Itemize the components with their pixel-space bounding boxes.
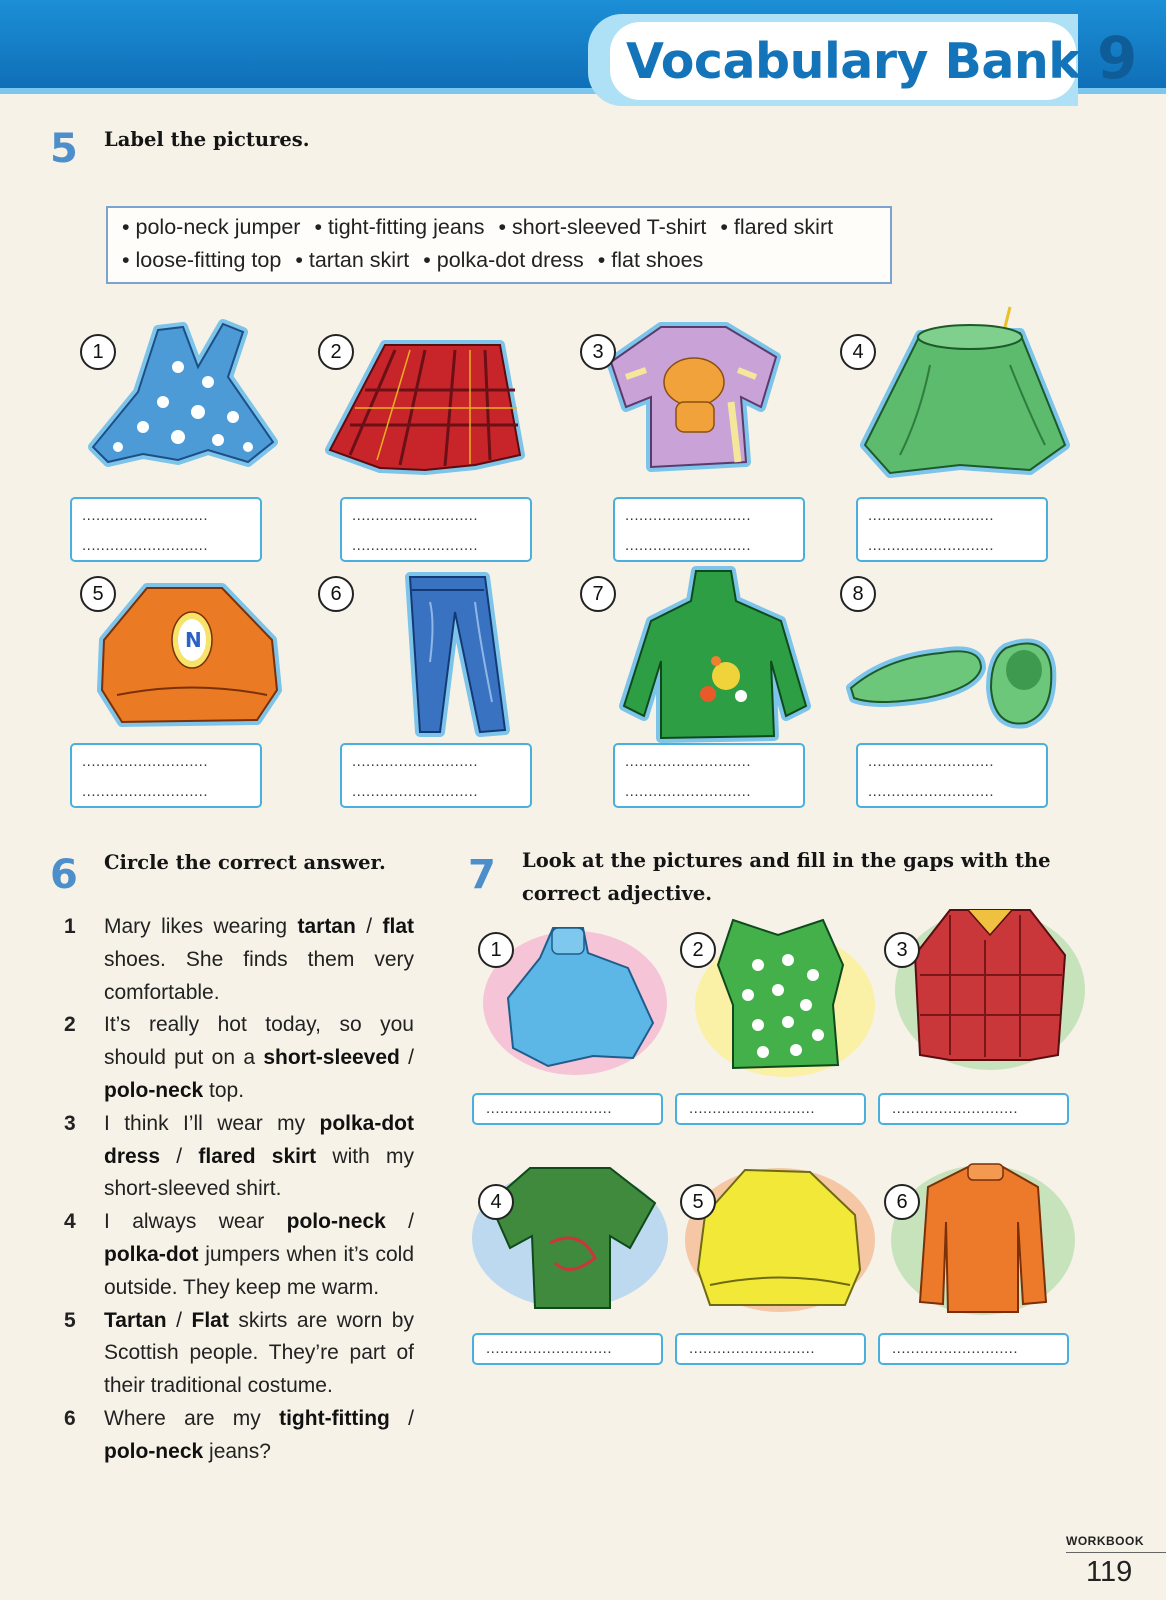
sentence-fragment: / [166,1308,192,1332]
answer-box-5-6[interactable]: ........................... ........................... [340,743,532,808]
answer-box-5-2[interactable]: ........................... ........................... [340,497,532,562]
exercise-6-item-text [104,1009,414,1107]
footer-divider [1066,1552,1166,1553]
footer-label: WORKBOOK [1066,1534,1144,1548]
sentence-fragment: jumpers when it’s cold outside. They keep me warm. [104,1242,414,1299]
page-title-text: Vocabulary Bank [626,33,1081,90]
answer-box-7-1[interactable]: ........................... [472,1093,663,1125]
exercise-6-item [64,1403,414,1469]
answer-option[interactable]: Tartan [104,1308,167,1332]
sentence-fragment: / [355,915,383,938]
answer-box-5-4[interactable]: ........................... ........................... [856,497,1048,562]
red-tartan-shirt-illustration [890,895,1090,1080]
exercise-6-item-number: 2 [64,1013,76,1037]
word-item: • flat shoes [597,248,704,272]
exercise-6-item-text [104,1108,414,1206]
exercise-7-instruction-line-2: correct adjective. [522,882,713,905]
sentence-fragment: Where are my [104,1406,280,1430]
short-sleeved-t-shirt-illustration [606,322,786,472]
word-item: • tartan skirt [295,248,410,272]
flared-skirt-illustration [860,305,1080,485]
item-number-8: 8 [840,576,876,612]
ex7-item-number-1: 1 [478,932,514,968]
exercise-6-item-text [104,1305,414,1403]
exercise-6-item [64,1108,414,1206]
orange-jumper-illustration [888,1152,1088,1322]
polo-neck-jumper-illustration [616,566,816,746]
item-number-6: 6 [318,576,354,612]
ex7-item-number-6: 6 [884,1184,920,1220]
answer-option[interactable]: flared skirt [198,1144,317,1168]
word-item: • loose-fitting top [122,248,282,272]
sentence-fragment: with my short-sleeved shirt. [104,1144,414,1201]
answer-option[interactable]: polo-neck [104,1439,204,1463]
answer-option[interactable]: tight-fitting [279,1406,390,1430]
sentence-fragment: / [389,1406,415,1430]
sentence-fragment: / [385,1210,415,1234]
answer-option[interactable]: polka-dot dress [104,1111,414,1168]
polka-dot-dress-illustration [88,322,288,470]
answer-box-5-5[interactable]: ........................... ........................... [70,743,262,808]
answer-option[interactable]: flat [382,915,414,938]
word-box-row-1 [122,211,876,244]
flat-shoes-illustration [846,628,1068,743]
answer-option[interactable]: tartan [297,915,356,938]
green-polka-dot-top-illustration [688,910,883,1085]
sentence-fragment: top. [203,1078,245,1102]
exercise-6-item [64,1305,414,1403]
exercise-6-item-number: 1 [64,915,76,938]
answer-option[interactable]: short-sleeved [263,1046,400,1070]
answer-box-5-3[interactable]: ........................... ........................... [613,497,805,562]
word-item: • tight-fitting jeans [314,215,485,239]
sentence-fragment: I think I’ll wear my [104,1111,320,1135]
sentence-fragment: jeans? [203,1439,271,1463]
word-item: • polka-dot dress [423,248,584,272]
yellow-loose-top-illustration [680,1160,880,1320]
exercise-6-item-number: 3 [64,1111,76,1135]
word-box [106,206,892,284]
answer-box-5-1[interactable]: ........................... ........................... [70,497,262,562]
exercise-6-number: 6 [50,852,78,898]
page-title [626,24,1137,92]
exercise-6-item [64,1206,414,1304]
answer-box-7-2[interactable]: ........................... [675,1093,866,1125]
unit-number: 9 [1096,24,1137,92]
page-number: 119 [1086,1556,1133,1588]
item-number-1: 1 [80,334,116,370]
sentence-fragment: skirts are worn by Scottish people. They’re part of their traditional costume. [104,1308,414,1398]
exercise-6-item [64,1009,414,1107]
word-item: • short-sleeved T-shirt [498,215,707,239]
exercise-6-item-number: 4 [64,1210,76,1234]
exercise-6-item-text [104,1403,414,1469]
item-number-4: 4 [840,334,876,370]
sentence-fragment: / [399,1046,415,1070]
exercise-6-item-text [104,1206,414,1304]
sentence-fragment: Mary likes wearing [104,915,298,938]
item-number-5: 5 [80,576,116,612]
exercise-6-item-text [104,911,414,1009]
loose-fitting-top-illustration [92,580,287,730]
sentence-fragment: It’s really hot today, so you should put on a [104,1013,414,1070]
answer-option[interactable]: polka-dot [104,1242,199,1266]
exercise-6-item-number: 6 [64,1406,76,1430]
answer-box-5-7[interactable]: ........................... ........................... [613,743,805,808]
exercise-6-item [64,911,414,1009]
ex7-item-number-4: 4 [478,1184,514,1220]
word-box-row-2 [122,244,876,277]
sentence-fragment: / [160,1144,199,1168]
answer-box-7-6[interactable]: ........................... [878,1333,1069,1365]
exercise-5-instruction: Label the pictures. [104,128,310,151]
tartan-skirt-illustration [325,330,530,480]
exercise-6-list [64,911,414,1469]
answer-box-7-5[interactable]: ........................... [675,1333,866,1365]
answer-box-7-4[interactable]: ........................... [472,1333,663,1365]
answer-box-5-8[interactable]: ........................... ........................... [856,743,1048,808]
exercise-7-instruction-line-1: Look at the pictures and fill in the gaps with the [522,849,1051,872]
word-item: • polo-neck jumper [122,215,301,239]
item-number-2: 2 [318,334,354,370]
exercise-5-number: 5 [50,126,78,172]
ex7-item-number-5: 5 [680,1184,716,1220]
exercise-6-instruction: Circle the correct answer. [104,851,386,874]
svg-text:N: N [185,628,202,652]
green-t-shirt-illustration [470,1158,675,1318]
sentence-fragment: I always wear [104,1210,287,1234]
answer-option[interactable]: Flat [191,1308,229,1332]
tight-fitting-jeans-illustration [400,572,518,740]
sentence-fragment: shoes. She finds them very comfortable. [104,947,414,1004]
answer-option[interactable]: polo-neck [286,1210,386,1234]
exercise-6-item-number: 5 [64,1308,76,1332]
ex7-item-number-3: 3 [884,932,920,968]
answer-box-7-3[interactable]: ........................... [878,1093,1069,1125]
ex7-item-number-2: 2 [680,932,716,968]
exercise-7-number: 7 [468,852,496,898]
word-item: • flared skirt [720,215,834,239]
answer-option[interactable]: polo-neck [104,1078,204,1102]
item-number-3: 3 [580,334,616,370]
item-number-7: 7 [580,576,616,612]
